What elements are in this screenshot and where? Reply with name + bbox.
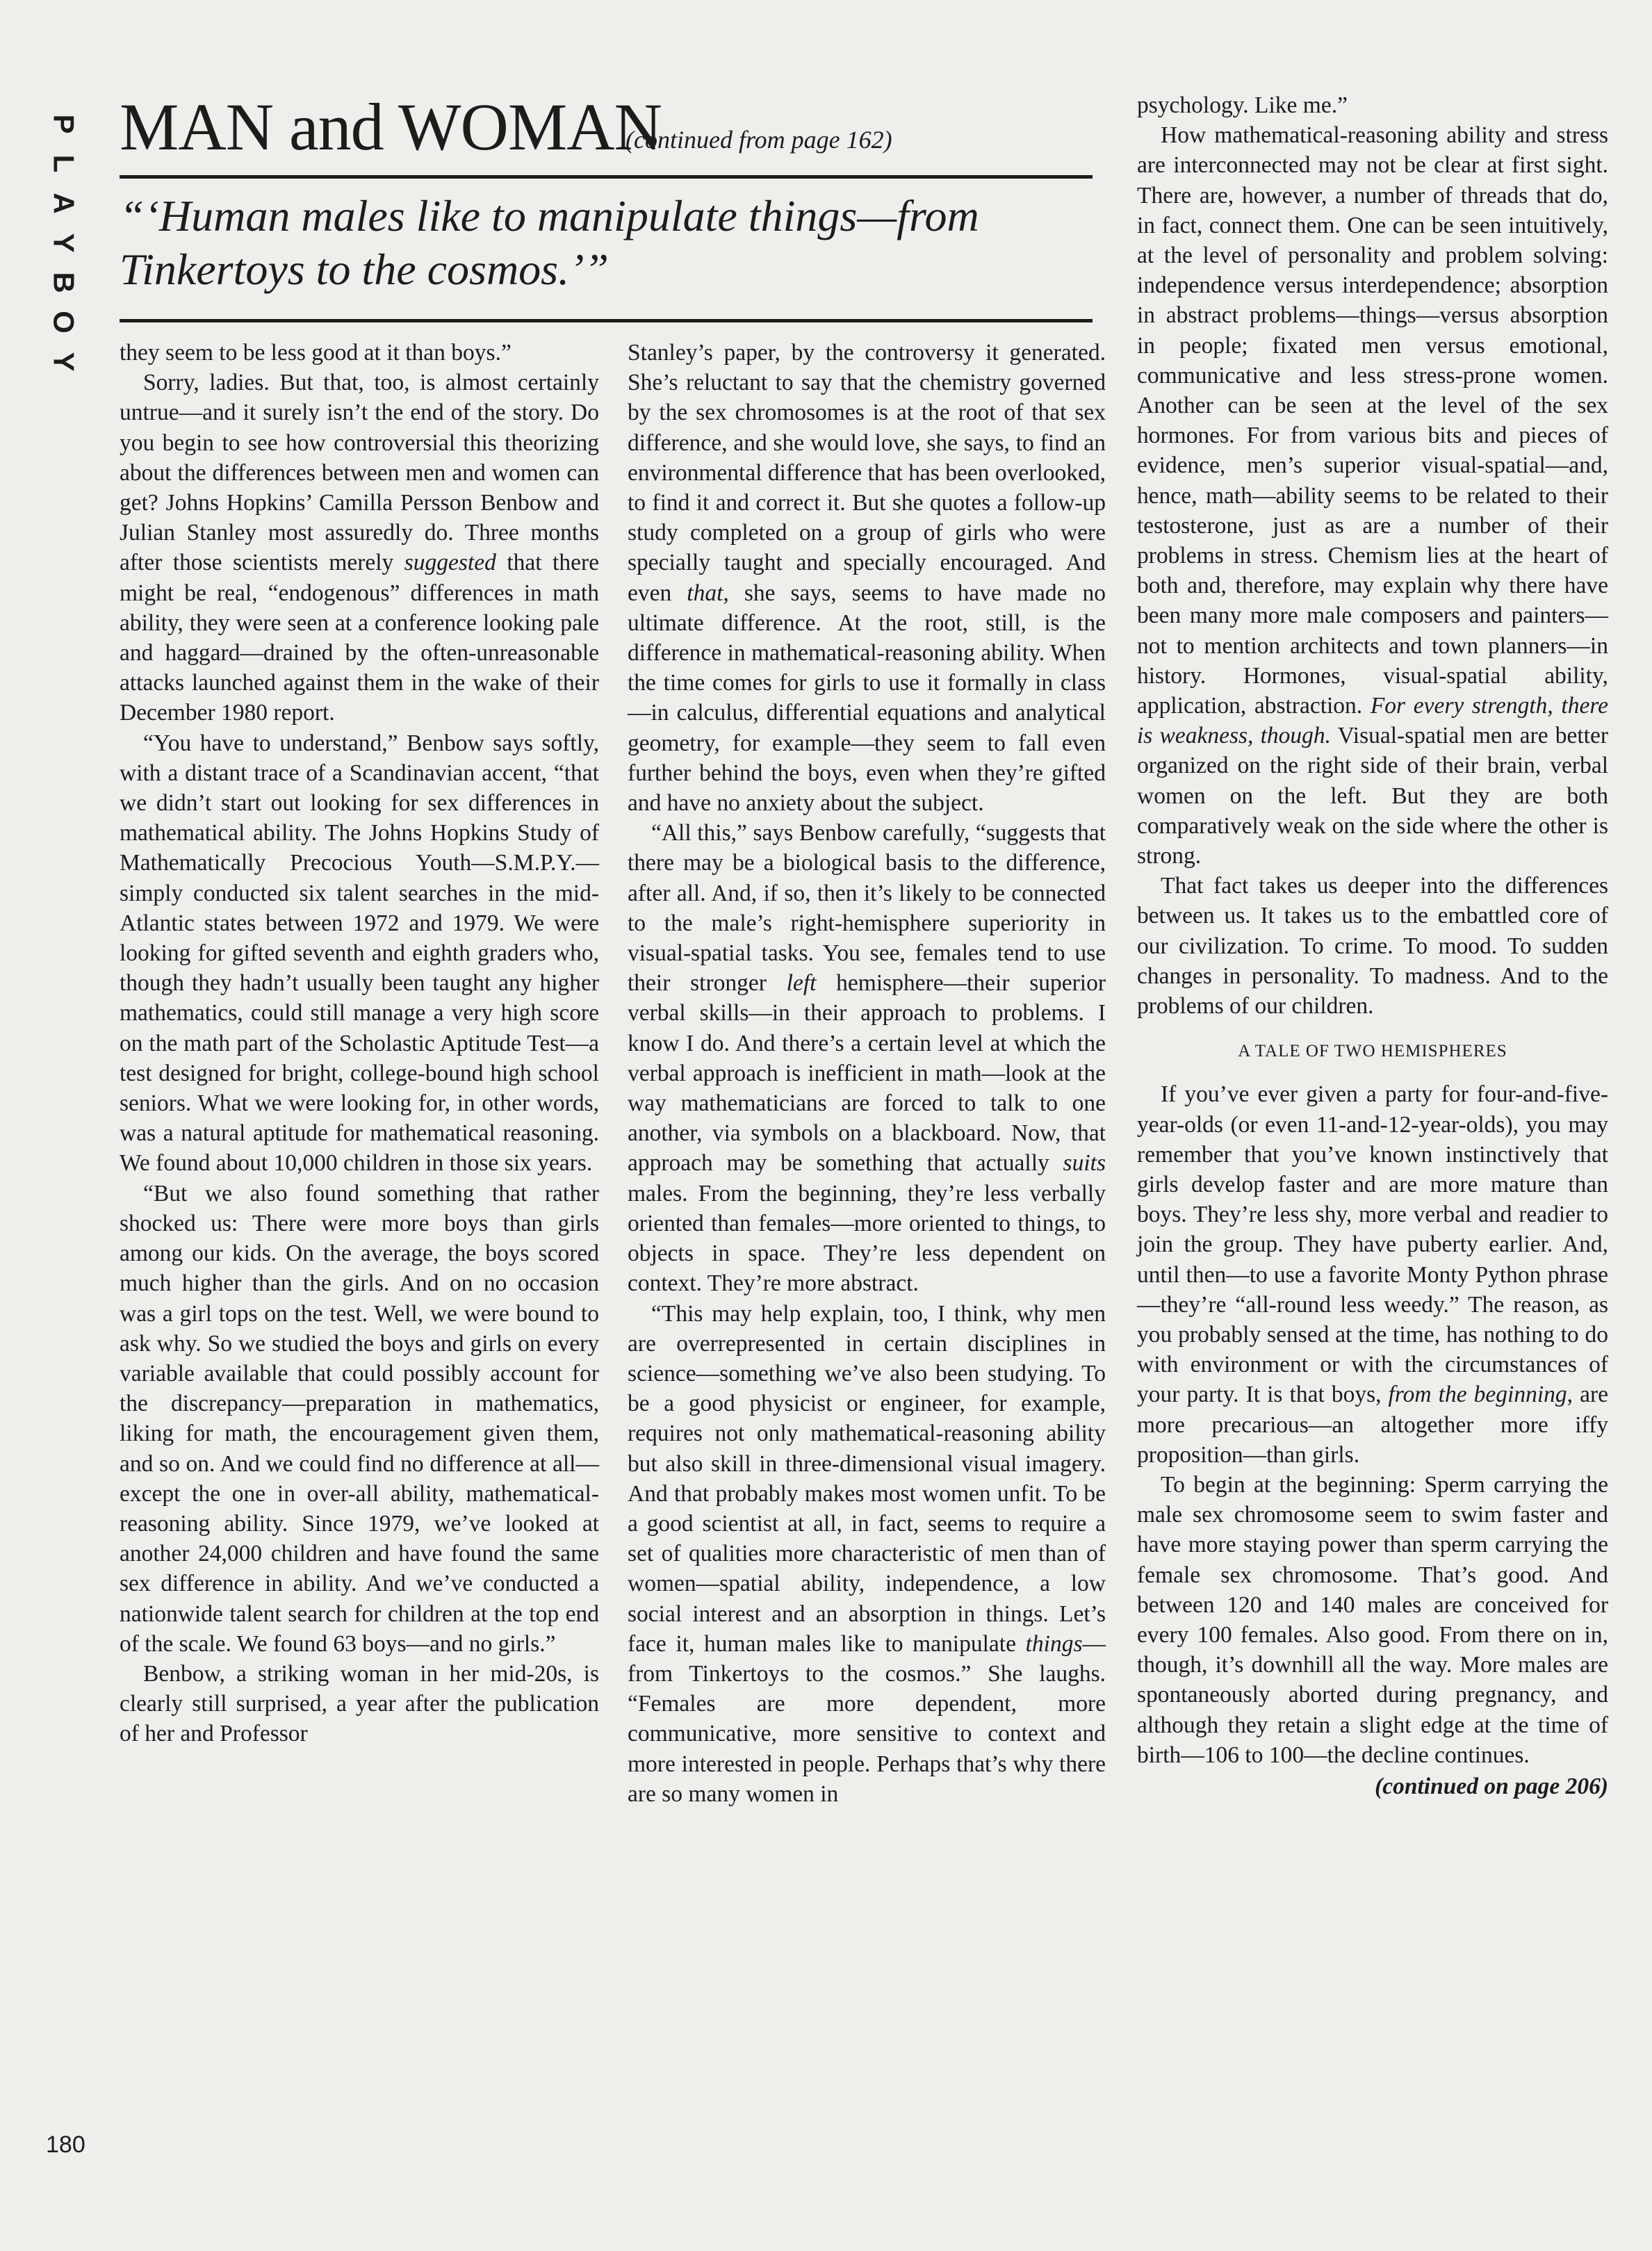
- column-2: [628, 338, 1106, 1809]
- paragraph: “But we also found something that rather shocked us: There were more boys than girls among our kids. On the average, the boys scored much higher than the girls. And on no occasion was a girl tops on the test. Well, we were bound to ask why. So we studied the boys and girls on every variable available that could possibly account for the discrepancy—preparation in mathematics, liking for math, the encouragement given them, and so on. And we could find no difference at all—except the one in over-all ability, mathematical-reasoning ability. Since 1979, we’ve looked at another 24,000 children and have found the same sex difference in ability. And we’ve conducted a nationwide talent search for children at the top end of the scale. We found 63 boys—and no girls.”: [120, 1180, 599, 1657]
- paragraph: That fact takes us deeper into the differences between us. It takes us to the embattled core of our civilization. To crime. To mood. To sudden changes in personality. To madness. And to the problems of our children.: [1137, 873, 1608, 1020]
- running-head-letter: Y: [47, 352, 81, 372]
- emphasis: things: [1025, 1630, 1083, 1657]
- paragraph: If you’ve ever given a party for four-and-five-year-olds (or even 11-and-12-year-olds), you may remember that you’ve known instinctively that girls develop faster and are more mature than boys. They’re less shy, more verbal and readier to join the group. They have puberty earlier. And, until then—to use a favorite Monty Python phrase—they’re “all-round less weedy.” The reason, as you probably sensed at the time, has nothing to do with environment or with the circumstances of your party. It is that boys, from the beginning, are more precarious—an altogether more iffy proposition—than girls.: [1137, 1081, 1608, 1468]
- paragraph: “You have to understand,” Benbow says softly, with a distant trace of a Scandinavian accent, “that we didn’t start out looking for sex differences in mathematical ability. The Johns Hopkins Study of Mathematically Precocious Youth—S.M.P.Y.—simply conducted six talent searches in the mid-Atlantic states between 1972 and 1979. We were looking for gifted seventh and eighth graders who, though they hadn’t usually been taught any higher mathematics, could still manage a very high score on the math part of the Scholastic Aptitude Test—a test designed for bright, college-bound high school seniors. What we were looking for, in other words, was a natural aptitude for mathematical reasoning. We found about 10,000 children in those six years.: [120, 730, 599, 1177]
- emphasis: that: [687, 580, 723, 606]
- running-head-letter: L: [47, 154, 81, 173]
- running-head-letter: P: [47, 114, 81, 134]
- emphasis: suggested: [404, 550, 496, 576]
- continued-from-note: (continued from page 162): [625, 126, 892, 154]
- emphasis: suits: [1063, 1150, 1106, 1177]
- continued-on-note: (continued on page 206): [1375, 1773, 1608, 1799]
- paragraph: psychology. Like me.”: [1137, 92, 1348, 118]
- page-number: 180: [46, 2131, 85, 2158]
- pull-quote: “‘Human males like to manipulate things—from Tinkertoys to the cosmos.’”: [120, 191, 979, 294]
- article-title: MAN and WOMAN: [120, 90, 662, 164]
- paragraph: Stanley’s paper, by the controversy it generated. She’s reluctant to say that the chemistry governed by the sex chromosomes is at the root of that sex difference, and she would love, she says, to find an environmental difference that has been overlooked, to find it and correct it. But she quotes a follow-up study completed on a group of girls who were specially taught and specially encouraged. And even that, she says, seems to have made no ultimate difference. At the root, still, is the difference in mathematical-reasoning ability. When the time comes for girls to use it formally in class—in calculus, differential equations and analytical geometry, for example—they seem to fall even further behind the boys, even when they’re gifted and have no anxiety about the subject.: [628, 340, 1106, 817]
- paragraph: Benbow, a striking woman in her mid-20s, is clearly still surprised, a year after the publication of her and Professor: [120, 1660, 599, 1747]
- running-head-letter: Y: [47, 233, 81, 253]
- emphasis: from the beginning: [1388, 1382, 1567, 1408]
- paragraph: How mathematical-reasoning ability and stress are interconnected may not be clear at first sight. There are, however, a number of threads that do, in fact, connect them. One can be seen intuitively, at the level of personality and problem solving: independence versus interdependence; absorption in abstract problems—things—versus absorption in people; fixated men versus emotional, communicative and less stress-prone women. Another can be seen at the level of the sex hormones. For from various bits and pieces of evidence, men’s superior visual-spatial—and, hence, math—ability seems to be related to their testosterone, just as are a number of their problems in stress. Chemism lies at the heart of both and, therefore, may explain why there have been many more male composers and painters—not to mention architects and town planners—in history. Hormones, visual-spatial ability, application, abstraction. For every strength, there is weakness, though. Visual-spatial men are better organized on the right side of their brain, verbal women on the left. But they are both comparatively weak on the side where the other is strong.: [1137, 122, 1609, 869]
- paragraph: “This may help explain, too, I think, why men are overrepresented in certain disciplines in science—something we’ve also been studying. To be a good physicist or engineer, for example, requires not only mathematical-reasoning ability but also skill in three-dimensional visual imagery. And that probably makes most women unfit. To be a good scientist at all, in fact, seems to require a set of qualities more characteristic of men than of women—spatial ability, independence, a low social interest and an absorption in things. Let’s face it, human males like to manipulate things—from Tinkertoys to the cosmos.” She laughs. “Females are more dependent, more communicative, more sensitive to context and more interested in people. Perhaps that’s why there are so many women in: [628, 1300, 1106, 1807]
- column-3: [1137, 90, 1608, 1801]
- top-rule: [120, 175, 1093, 179]
- paragraph: they seem to be less good at it than boys.”: [120, 340, 512, 366]
- emphasis: For every strength, there is weakness, though.: [1137, 693, 1609, 749]
- running-head-letter: B: [47, 272, 81, 293]
- bottom-rule: [120, 319, 1093, 322]
- column-1: [120, 338, 599, 1749]
- running-head-letter: O: [47, 311, 81, 334]
- paragraph: “All this,” says Benbow carefully, “suggests that there may be a biological basis to the difference, after all. And, if so, then it’s likely to be connected to the male’s right-hemisphere superiority in visual-spatial tasks. You see, females tend to use their stronger left hemisphere—their superior verbal skills—in their approach to problems. I know I do. And there’s a certain level at which the verbal approach is inefficient in math—look at the way mathematicians are forced to talk to one another, via symbols on a blackboard. Now, that approach may be something that actually suits males. From the beginning, they’re less verbally oriented than females—more oriented to things, to objects in space. They’re less dependent on context. They’re more abstract.: [628, 820, 1106, 1297]
- section-subhead: A TALE OF TWO HEMISPHERES: [1238, 1042, 1507, 1061]
- paragraph: To begin at the beginning: Sperm carrying the male sex chromosome seem to swim faster and have more staying power than sperm carrying the female sex chromosome. That’s good. And between 120 and 140 males are conceived for every 100 females. Also good. From there on in, though, it’s downhill all the way. More males are spontaneously aborted during pregnancy, and although they retain a slight edge at the time of birth—106 to 100—the decline continues.: [1137, 1471, 1608, 1768]
- magazine-running-head: [43, 104, 85, 382]
- emphasis: left: [786, 970, 817, 997]
- running-head-letter: A: [47, 193, 81, 214]
- paragraph: Sorry, ladies. But that, too, is almost certainly untrue—and it surely isn’t the end of the story. Do you begin to see how controversial this theorizing about the differences between men and women can get? Johns Hopkins’ Camilla Persson Benbow and Julian Stanley most assuredly do. Three months after those scientists merely suggested that there might be real, “endogenous” differences in math ability, they were seen at a conference looking pale and haggard—drained by the often-unreasonable attacks launched against them in the wake of their December 1980 report.: [120, 370, 600, 726]
